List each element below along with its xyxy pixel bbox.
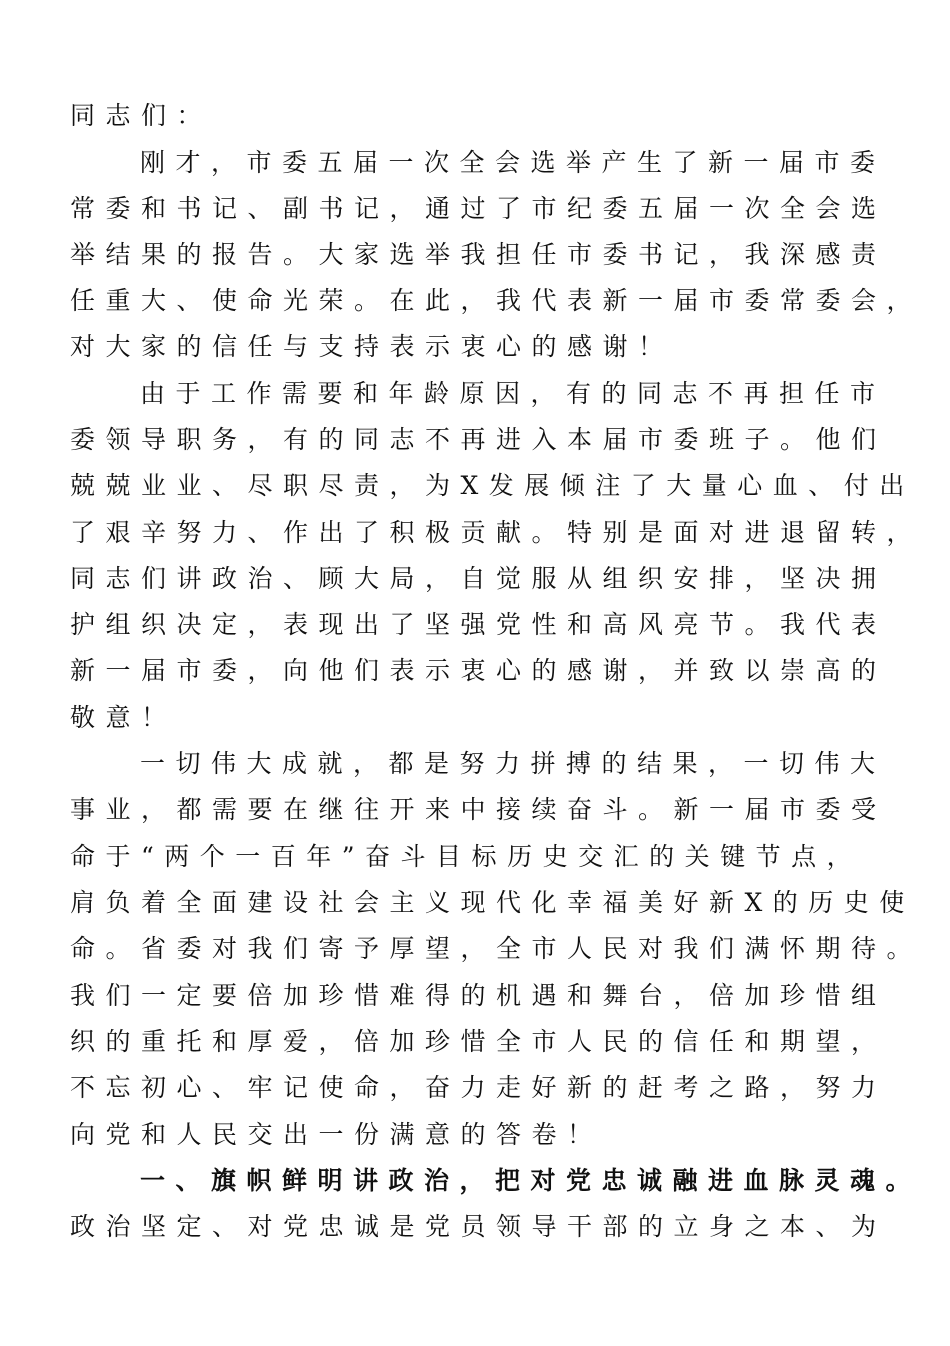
paragraph-3-line-3: 命于“两个一百年”奋斗目标历史交汇的关键节点， <box>70 842 863 871</box>
paragraph-4-line-1: 政治坚定、对党忠诚是党员领导干部的立身之本、为 <box>70 1212 887 1241</box>
paragraph-2-line-3: 兢兢业业、尽职尽责，为X发展倾注了大量心血、付出 <box>70 471 915 500</box>
paragraph-2-line-1: 由于工作需要和年龄原因，有的同志不再担任市 <box>140 379 886 408</box>
section-heading-1: 一、旗帜鲜明讲政治，把对党忠诚融进血脉灵魂。 <box>140 1166 922 1195</box>
paragraph-2-line-2: 委领导职务，有的同志不再进入本届市委班子。他们 <box>70 425 887 454</box>
paragraph-2-line-5: 同志们讲政治、顾大局，自觉服从组织安排，坚决拥 <box>70 564 887 593</box>
paragraph-3-line-9: 向党和人民交出一份满意的答卷！ <box>70 1120 603 1149</box>
paragraph-3-line-6: 我们一定要倍加珍惜难得的机遇和舞台，倍加珍惜组 <box>70 981 887 1010</box>
paragraph-3-line-4: 肩负着全面建设社会主义现代化幸福美好新X的历史使 <box>70 888 915 917</box>
paragraph-3-line-5: 命。省委对我们寄予厚望，全市人民对我们满怀期待。 <box>70 934 923 963</box>
paragraph-3-line-7: 织的重托和厚爱，倍加珍惜全市人民的信任和期望， <box>70 1027 887 1056</box>
paragraph-3-line-2: 事业，都需要在继往开来中接续奋斗。新一届市委受 <box>70 795 887 824</box>
paragraph-2-line-8: 敬意！ <box>70 703 177 732</box>
salutation-line: 同志们： <box>70 101 213 130</box>
paragraph-3-line-1: 一切伟大成就，都是努力拼搏的结果，一切伟大 <box>140 749 886 778</box>
paragraph-2-line-4: 了艰辛努力、作出了积极贡献。特别是面对进退留转， <box>70 518 923 547</box>
paragraph-1-line-5: 对大家的信任与支持表示衷心的感谢！ <box>70 332 674 361</box>
paragraph-2-line-6: 护组织决定，表现出了坚强党性和高风亮节。我代表 <box>70 610 887 639</box>
paragraph-1-line-3: 举结果的报告。大家选举我担任市委书记，我深感责 <box>70 240 887 269</box>
paragraph-1-line-4: 任重大、使命光荣。在此，我代表新一届市委常委会， <box>70 286 923 315</box>
paragraph-3-line-8: 不忘初心、牢记使命，奋力走好新的赶考之路，努力 <box>70 1073 887 1102</box>
paragraph-2-line-7: 新一届市委，向他们表示衷心的感谢，并致以崇高的 <box>70 656 887 685</box>
paragraph-1-line-1: 刚才，市委五届一次全会选举产生了新一届市委 <box>140 148 886 177</box>
paragraph-1-line-2: 常委和书记、副书记，通过了市纪委五届一次全会选 <box>70 194 887 223</box>
